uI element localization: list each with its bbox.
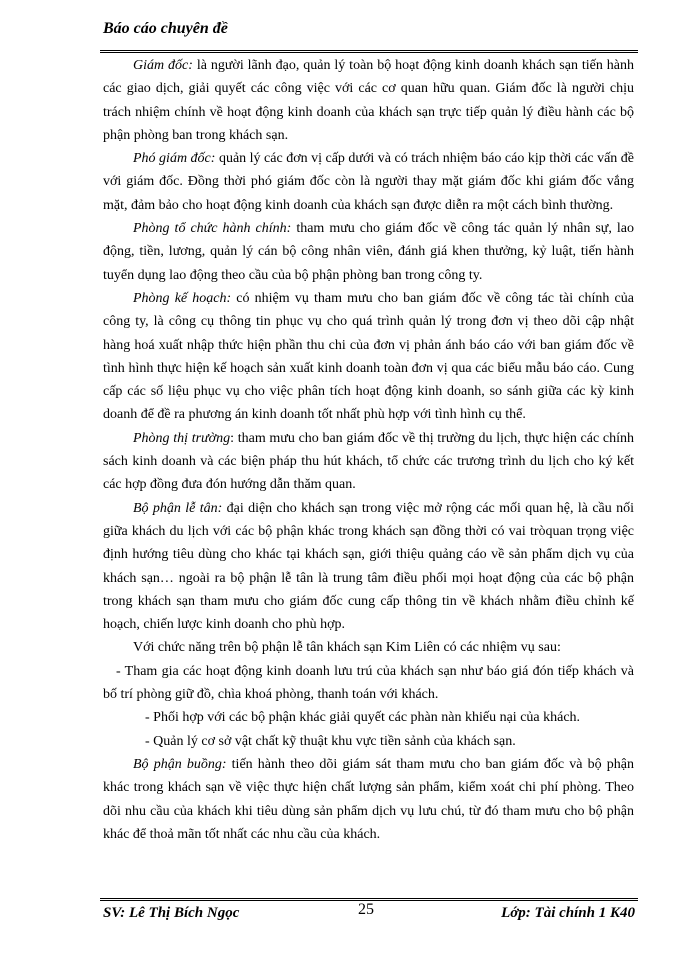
list-item: - Phối hợp với các bộ phận khác giải quyết các phàn nàn khiếu nại của khách. [145,710,581,726]
paragraph-text: Với chức năng trên bộ phận lễ tân khách sạn Kim Liên có các nhiệm vụ sau: [133,640,561,656]
paragraph-giam-doc [103,54,634,147]
list-item: - Quản lý cơ sở vật chất kỹ thuật khu vực tiền sảnh của khách sạn. [145,733,516,749]
paragraph-lead: Phòng thị trường [133,430,231,446]
paragraph-text: có nhiệm vụ tham mưu cho ban giám đốc về công tác tài chính của công ty, là công cụ thông tin phục vụ cho quá trình quản lý trong đơn vị theo dõi cập nhật hàng hoá xuất nhập thức hiện phần thu chi của đơn vị phản ánh báo cáo với ban giám đốc về tình hình thực hiện kế hoạch sản xuất kinh doanh toàn đơn vị qua các biểu mẫu báo cáo. Cung cấp các số liệu phục vụ cho việc phân tích hoạt động kinh doanh, so sánh giữa các kỳ kinh doanh để đề ra phương án kinh doanh tốt nhất phù hợp với tình hình cụ thể. [103,290,634,423]
footer-class: Lớp: Tài chính 1 K40 [501,905,635,921]
paragraph-phong-thi-truong [103,427,634,497]
paragraph-lead: Phòng tổ chức hành chính: [133,221,292,237]
paragraph-lead: Phòng kế hoạch: [133,290,232,306]
paragraph-lead: Bộ phận buồng: [133,756,227,772]
paragraph-bo-phan-le-tan [103,497,634,637]
paragraph-pho-giam-doc [103,147,634,217]
paragraph-text: quản lý các đơn vị cấp dưới và có trách nhiệm báo cáo kịp thời các vấn đề với giám đốc. Đồng thời phó giám đốc còn là người thay mặt giám đốc khi giám đốc vắng mặt, đảm bảo cho hoạt động kinh doanh của khách sạn được diễn ra một cách bình thường. [103,151,634,213]
paragraph-text: đại diện cho khách sạn trong việc mở rộng các mối quan hệ, là cầu nối giữa khách du lịch với các bộ phận khác trong khách sạn đồng thời có vai tròquan trọng việc định hướng tiêu dùng cho khác tại khách sạn, giới thiệu quảng cáo về sản phẩm dịch vụ của khách sạn… ngoài ra bộ phận lễ tân là trung tâm điều phối mọi hoạt động của các bộ phận trong khách sạn tham mưu cho giám đốc cung cấp thông tin về khách nhằm điều chỉnh kế hoạch, chiến lược kinh doanh cho phù hợp. [103,500,634,633]
paragraph-lead: Bộ phận lễ tân: [133,500,223,516]
document-body [103,54,634,846]
list-item: - Tham gia các hoạt động kinh doanh lưu trú của khách sạn như báo giá đón tiếp khách và bố trí phòng giữ đồ, chìa khoá phòng, thanh toán với khách. [103,663,634,703]
page-number: 25 [358,901,374,918]
paragraph-bo-phan-buong [103,753,634,846]
paragraph-text: tiến hành theo dõi giám sát tham mưu cho ban giám đốc và bộ phận khác trong khách sạn về việc thực hiện chất lượng sản phẩm, kiểm xoát chi phí phòng. Theo dõi nhu cầu của khách khi tiêu dùng sản phẩm dịch vụ lưu chú, từ đó tham mưu cho bộ phận khác để thoả mãn tốt nhất các nhu cầu của khách. [103,756,634,842]
paragraph-text: là người lãnh đạo, quản lý toàn bộ hoạt động kinh doanh khách sạn tiến hành các giao dịch, giải quyết các công việc với các cơ quan hữu quan. Giám đốc là người chịu trách nhiệm chính về hoạt động kinh doanh của khách sạn trực tiếp quản lý điều hành các bộ phận phòng ban trong khách sạn. [103,58,634,143]
paragraph-nhiem-vu-intro [103,636,634,659]
paragraph-text: tham mưu cho giám đốc về công tác quản lý nhân sự, lao động, tiền, lương, quản lý cán bộ công nhân viên, đánh giá khen thưởng, kỷ luật, tiến hành tuyển dụng lao động theo cầu của bộ phận phòng ban trong công ty. [103,221,635,283]
footer-student-name: SV: Lê Thị Bích Ngọc [103,905,240,921]
paragraph-text: : tham mưu cho ban giám đốc về thị trường du lịch, thực hiện các chính sách kinh doanh và các biện pháp thu hút khách, tổ chức các trương trình du lịch cho ký kết các hợp đồng đưa đón hướng dẫn thăm quan. [103,430,634,493]
header-divider [100,50,638,53]
paragraph-lead: Giám đốc: [133,58,193,73]
page-header-title: Báo cáo chuyên đề [103,20,228,37]
paragraph-phong-ke-hoach [103,287,634,427]
paragraph-lead: Phó giám đốc: [133,151,216,167]
paragraph-phong-to-chuc [103,217,634,287]
page-footer [103,901,635,925]
